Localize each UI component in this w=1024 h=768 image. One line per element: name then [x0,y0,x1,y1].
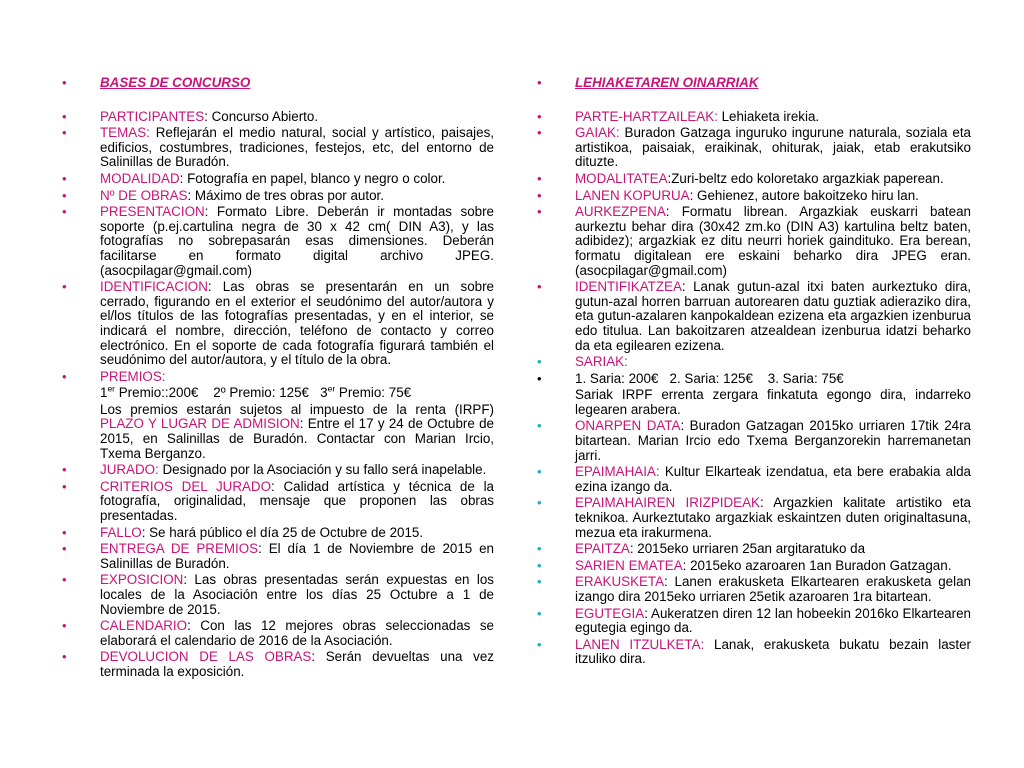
right-list-2 [537,419,971,667]
item-label: EPAITZA [575,541,630,557]
bullet-icon: • [537,125,542,141]
list-item [537,189,971,204]
item-label: CRITERIOS DEL JURADO [100,478,272,494]
bullet-icon: • [62,204,67,220]
bullet-icon: • [62,108,67,124]
bullet-icon: • [537,370,542,386]
item-text: : 2015eko azaroaren 1an Buradon Gatzagan. [682,557,952,573]
item-label: JURADO: [100,462,159,478]
list-item [62,573,494,617]
item-label: EPAIMAHAIREN IRIZPIDEAK [575,495,760,511]
list-item [62,172,494,187]
item-text: Buradon Gatzaga inguruko ingurune naturala, soziala eta artistikoa, paisaiak, eraikinak, ohiturak, jaiak, etab erakutsiko dituzte. [575,125,971,170]
list-item [62,110,494,125]
sariak-amounts: 1. Saria: 200€ 2. Saria: 125€ 3. Saria: 75€ [575,370,844,386]
bullet-icon: • [62,75,67,90]
list-item [62,205,494,278]
item-label: CALENDARIO [100,618,188,634]
bullet-icon: • [537,170,542,186]
bullet-icon: • [537,354,542,370]
premio-1-number: 1 [100,385,108,401]
list-item [537,172,971,187]
bullet-icon: • [537,108,542,124]
bullet-icon: • [537,418,542,434]
list-item-sariak [537,355,971,370]
item-label: SARIEN EMATEA [575,557,683,573]
item-label: PRESENTACION [100,204,205,220]
item-label: Nº DE OBRAS [100,187,188,203]
item-text: :Zuri-beltz edo koloretako argazkiak paperean. [667,170,944,186]
list-item [537,496,971,540]
list-item [62,463,494,478]
item-text: Designado por la Asociación y su fallo será inapelable. [158,462,487,478]
item-text: : Serán devueltas una vez terminada la exposición. [100,649,494,679]
right-title: LEHIAKETAREN OINARRIAK [575,75,759,90]
bullet-icon: • [537,541,542,557]
item-label: LANEN ITZULKETA: [575,636,705,652]
bullet-icon: • [62,478,67,494]
list-item [537,110,971,125]
right-list [537,76,971,386]
premio-3-sup: er [327,383,336,394]
item-text: : Formatu librean. Argazkiak euskarri batean aurkeztu behar dira (30x42 zm.ko (DIN A3) kartulina beltz baten, adibidez); argazkiak ez ditu neurri horiek gaindituko. Era berean, formatu digitalean ere eskaini beharko dira JPEG eran. (asocpilagar@gmail.com) [575,204,971,278]
list-item [537,280,971,353]
right-title-item [537,76,971,91]
item-text: Lanak, erakusketa bukatu bezain laster itzuliko dira. [575,636,971,667]
left-title: BASES DE CONCURSO [100,75,251,90]
item-label: MODALIDAD [100,170,180,186]
list-item [537,575,971,604]
list-item [537,126,971,170]
item-text: : Argazkien kalitate artistiko eta teknikoa. Aurkeztutako argazkiak eskaintzen duten originaltasuna, mezua eta irakurmena. [575,495,972,540]
item-label: PARTE-HARTZAILEAK: [575,108,718,124]
list-item [62,650,494,679]
list-item-premios [62,370,494,385]
bullet-icon: • [62,170,67,186]
bullet-icon: • [537,204,542,220]
plazo-text: : Entre el 17 y 24 de Octubre de 2015, en Salinillas de Buradón. Contactar con Marian Ircio, Txema Berganzo. [100,416,494,461]
item-text: Reflejarán el medio natural, social y artístico, paisajes, edificios, costumbres, tradiciones, festejos, etc, del entorno de Salinillas de Buradón. [100,125,494,170]
sariak-text: Sariak IRPF errenta zergara finkatuta egongo dira, indarreko legearen arabera. [575,387,971,417]
premio-2: 2º Premio: 125€ [213,385,309,401]
item-label: GAIAK: [575,125,620,141]
list-item [62,619,494,648]
item-text: : Buradon Gatzagan 2015ko urriaren 17tik 24ra bitartean. Marian Ircio edo Txema Berganzorekin harremanetan jarri. [575,418,971,463]
item-text: : Aukeratzen diren 12 lan hobeekin 2016ko Elkartearen egutegia egingo da. [575,605,971,636]
premio-3: Premio: 75€ [335,385,412,401]
premios-label: PREMIOS: [100,368,166,384]
item-text: : Con las 12 mejores obras seleccionadas se elaborará el calendario de 2016 de la Asociación. [100,618,494,648]
premios-text [62,403,494,461]
plazo-label: PLAZO Y LUGAR DE ADMISION [100,416,300,432]
premio-1-sup: er [107,383,116,394]
bullet-icon: • [62,125,67,141]
list-item [62,280,494,368]
list-item [537,419,971,463]
bullet-icon: • [537,464,542,480]
bullet-icon: • [537,636,542,652]
sariak-label: SARIAK: [575,354,628,370]
item-label: FALLO [100,524,142,540]
item-label: DEVOLUCION DE LAS OBRAS [100,649,312,665]
item-text: : Formato Libre. Deberán ir montadas sobre soporte (p.ej.cartulina negra de 30 x 42 cm( DIN A3), y las fotografías no sobrepasarán esas dimensiones. Deberán facilitarse en formato digital archivo JPEG.(asocpilagar@gmail.com) [100,204,494,278]
premios-note: Los premios estarán sujetos al impuesto de la renta (IRPF) [100,401,494,417]
item-text: : Máximo de tres obras por autor. [187,187,384,203]
bullet-icon: • [537,557,542,573]
list-item [62,542,494,571]
bullet-icon: • [537,75,542,90]
bullet-icon: • [62,618,67,634]
item-text: : Lanak gutun-azal itxi baten aurkeztuko dira, gutun-azal horren barruan autorearen datu guztiak adieraziko dira, eta gutun-azalaren kanpokaldean ezizena eta argazkien izenburua edo titulua. Lan bakoitzaren atzealdean izenburua idatzi beharko da eta egilearen ezizena. [575,279,971,353]
item-text: : El día 1 de Noviembre de 2015 en Salinillas de Buradón. [100,541,495,571]
right-column [537,76,971,669]
bullet-icon: • [62,462,67,478]
item-label: IDENTIFICACION [100,279,208,295]
left-title-item [62,76,494,91]
bullet-icon: • [537,187,542,203]
list-item [62,189,494,204]
left-column [62,76,494,682]
list-item [537,465,971,494]
item-label: IDENTIFIKATZEA [575,279,682,295]
item-label: ERAKUSKETA [575,574,665,590]
bullet-icon: • [62,524,67,540]
item-label: EXPOSICION [100,572,184,588]
bullet-icon: • [537,605,542,621]
item-label: EPAIMAHAIA: [575,464,660,480]
item-label: ENTREGA DE PREMIOS [100,541,259,557]
bullet-icon: • [62,572,67,588]
bullet-icon: • [62,541,67,557]
bullet-icon: • [537,495,542,511]
item-label: PARTICIPANTES [100,108,205,124]
item-label: AURKEZPENA [575,204,666,220]
item-label: MODALITATEA [575,170,668,186]
list-item [62,526,494,541]
item-label: EGUTEGIA [575,605,645,621]
list-item [537,542,971,557]
item-label: TEMAS: [100,125,150,141]
bullet-icon: • [62,649,67,665]
premios-amounts [62,383,494,401]
item-text: Lehiaketa irekia. [717,108,820,124]
item-text: Kultur Elkarteak izendatua, eta bere erabakia alda ezina izango da. [575,464,971,494]
item-text: : Fotografía en papel, blanco y negro o color. [179,170,446,186]
list-item [537,638,971,667]
item-text: : Las obras presentadas serán expuestas en los locales de la Asociación entre los días 25 Octubre a 1 de Noviembre de 2015. [100,572,494,617]
list-item [537,205,971,278]
item-text: : 2015eko urriaren 25an argitaratuko da [629,541,866,557]
item-text: : Las obras se presentarán en un sobre cerrado, figurando en el exterior el seudónimo del autor/autora y el/los títulos de las fotografías presentadas, y en el interior, se indicará el nombre, dirección, teléfono de contacto y correo electrónico. En el soporte de cada fotografía figurará también el seudónimo del autor/autora, y el título de la obra. [100,279,494,368]
bullet-icon: • [62,279,67,295]
item-text: : Se hará público el día 25 de Octubre de 2015. [141,524,424,540]
bullet-icon: • [537,279,542,295]
bullet-icon: • [62,368,67,384]
item-text: : Calidad artística y técnica de la fotografía, originalidad, mensaje que proponen las obras presentadas. [100,478,494,524]
premio-1: Premio::200€ [115,385,199,401]
list-item-sariak-amounts [537,372,971,387]
left-list-2 [62,463,494,679]
item-text: : Gehienez, autore bakoitzeko hiru lan. [689,187,919,203]
list-item [62,126,494,170]
bullet-icon: • [537,574,542,590]
item-label: ONARPEN DATA [575,418,681,434]
item-text: : Lanen erakusketa Elkartearen erakusketa gelan izango dira 2015eko urriaren 25etik azaroaren 1ra bitartean. [575,574,971,604]
list-item [537,607,971,636]
bullet-icon: • [62,187,67,203]
premio-3-number: 3 [320,385,328,401]
list-item [537,559,971,574]
list-item [62,480,494,524]
left-list [62,76,494,384]
item-label: LANEN KOPURUA [575,187,690,203]
item-text: : Concurso Abierto. [204,108,319,124]
